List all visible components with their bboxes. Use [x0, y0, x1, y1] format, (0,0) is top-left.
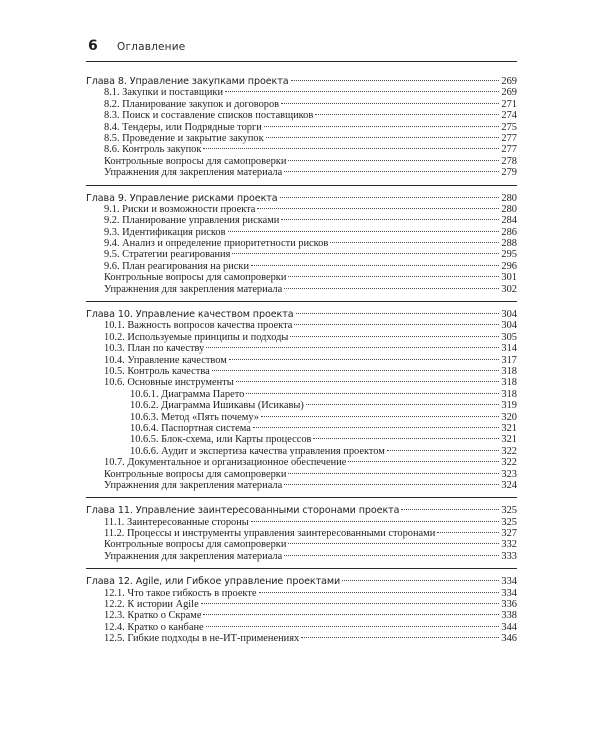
toc-section-label: 9.1. Риски и возможности проекта: [104, 203, 256, 215]
toc-section[interactable]: [86, 122, 517, 133]
toc-section-label: 8.5. Проведение и закрытие закупок: [104, 132, 264, 144]
toc-section-label: 9.5. Стратегии реагирования: [104, 249, 231, 261]
toc-section-label: 12.1. Что такое гибкость в проекте: [104, 587, 257, 599]
toc-section-label: 11.1. Заинтересованные стороны: [104, 516, 249, 528]
dot-leader: [288, 160, 499, 161]
dot-leader: [284, 484, 499, 485]
dot-leader: [284, 288, 499, 289]
toc-section-page-number: 322: [501, 457, 517, 469]
toc-section[interactable]: [86, 480, 517, 491]
dot-leader: [330, 242, 499, 243]
toc-section-page-number: 278: [501, 155, 517, 167]
dot-leader: [203, 614, 499, 615]
dot-leader: [246, 393, 499, 394]
chapter-divider: [86, 185, 517, 186]
dot-leader: [229, 359, 500, 360]
toc-section-label: 12.3. Кратко о Скраме: [104, 610, 202, 622]
toc-section-label: 12.4. Кратко о канбане: [104, 621, 204, 633]
dot-leader: [228, 231, 500, 232]
toc-section-label: 9.6. План реагирования на риски: [104, 260, 250, 272]
toc-section-page-number: 302: [501, 283, 517, 295]
toc-section[interactable]: [86, 156, 517, 167]
toc-section-label: 12.2. К истории Agile: [104, 599, 199, 611]
dot-leader: [342, 580, 499, 581]
dot-leader: [313, 438, 499, 439]
chapter-heading-label: Глава 8. Управление закупками проекта: [86, 76, 289, 87]
toc-section[interactable]: [86, 332, 517, 343]
toc-subsection-label: 10.6.6. Аудит и экспертиза качества управления проектом: [130, 445, 385, 457]
dot-leader: [236, 381, 500, 382]
toc-section[interactable]: [86, 249, 517, 260]
toc-section[interactable]: [86, 469, 517, 480]
dot-leader: [291, 80, 500, 81]
toc-section-page-number: 284: [501, 215, 517, 227]
toc-section-page-number: 336: [501, 599, 517, 611]
dot-leader: [288, 276, 499, 277]
toc-section[interactable]: [86, 133, 517, 144]
toc-section[interactable]: [86, 343, 517, 354]
toc-section-label: 10.3. План по качеству: [104, 343, 205, 355]
chapter-heading-page-number: 280: [501, 192, 517, 204]
dot-leader: [301, 637, 499, 638]
dot-leader: [206, 626, 500, 627]
toc-subsection-page-number: 319: [501, 400, 517, 412]
dot-leader: [296, 313, 500, 314]
dot-leader: [401, 509, 499, 510]
toc-section-page-number: 318: [501, 377, 517, 389]
toc-section-page-number: 325: [501, 516, 517, 528]
toc-section[interactable]: [86, 320, 517, 331]
toc-section[interactable]: [86, 110, 517, 121]
running-title: Оглавление: [117, 41, 186, 53]
dot-leader: [266, 137, 500, 138]
toc-section[interactable]: [86, 588, 517, 599]
toc-section[interactable]: [86, 204, 517, 215]
toc-section-page-number: 332: [501, 539, 517, 551]
toc-section-page-number: 279: [501, 167, 517, 179]
toc-section[interactable]: [86, 551, 517, 562]
toc-chapter: [86, 185, 517, 296]
toc-section[interactable]: [86, 377, 517, 388]
chapter-divider: [86, 497, 517, 498]
chapter-divider: [86, 301, 517, 302]
toc-section-page-number: 323: [501, 468, 517, 480]
toc-section-page-number: 304: [501, 320, 517, 332]
toc-section[interactable]: [86, 261, 517, 272]
toc-section-label: 10.1. Важность вопросов качества проекта: [104, 320, 293, 332]
toc-subsection[interactable]: [86, 412, 517, 423]
toc-section[interactable]: [86, 457, 517, 468]
toc-section[interactable]: [86, 99, 517, 110]
toc-section[interactable]: [86, 599, 517, 610]
toc-subsection[interactable]: [86, 423, 517, 434]
dot-leader: [281, 103, 499, 104]
toc-section-page-number: 274: [501, 110, 517, 122]
toc-section[interactable]: [86, 622, 517, 633]
toc-section-page-number: 296: [501, 260, 517, 272]
toc-section-label: Упражнения для закрепления материала: [104, 550, 283, 562]
dot-leader: [206, 347, 499, 348]
dot-leader: [348, 461, 499, 462]
dot-leader: [203, 148, 499, 149]
chapter-heading-label: Глава 10. Управление качеством проекта: [86, 309, 294, 321]
chapter-divider: [86, 568, 517, 569]
toc-section-page-number: 324: [501, 479, 517, 491]
toc-section-label: Контрольные вопросы для самопроверки: [104, 468, 287, 480]
dot-leader: [284, 555, 499, 556]
toc-section-label: 10.5. Контроль качества: [104, 365, 210, 377]
toc-subsection[interactable]: [86, 446, 517, 457]
toc-subsection-page-number: 321: [501, 422, 517, 434]
toc-section-label: 8.6. Контроль закупок: [104, 144, 202, 156]
dot-leader: [290, 336, 499, 337]
toc-chapter: [86, 568, 517, 644]
toc-section-page-number: 269: [501, 87, 517, 99]
dot-leader: [212, 370, 500, 371]
toc-section-page-number: 271: [501, 98, 517, 110]
dot-leader: [294, 324, 499, 325]
toc-chapter: [86, 497, 517, 562]
toc-section-page-number: 314: [501, 343, 517, 355]
toc-section-label: 9.3. Идентификация рисков: [104, 226, 226, 238]
toc-section-page-number: 305: [501, 331, 517, 343]
dot-leader: [281, 219, 499, 220]
toc-section-page-number: 275: [501, 121, 517, 133]
toc-chapter: [86, 301, 517, 491]
toc-section[interactable]: [86, 284, 517, 295]
toc-chapter: [86, 76, 517, 179]
dot-leader: [264, 126, 500, 127]
toc-section[interactable]: [86, 272, 517, 283]
chapter-heading-page-number: 304: [501, 309, 517, 321]
page-header: [0, 0, 600, 70]
toc-section-label: Контрольные вопросы для самопроверки: [104, 539, 287, 551]
toc-section-page-number: 288: [501, 238, 517, 250]
dot-leader: [225, 91, 499, 92]
dot-leader: [288, 543, 499, 544]
dot-leader: [387, 450, 500, 451]
toc-subsection[interactable]: [86, 400, 517, 411]
toc-section-page-number: 277: [501, 132, 517, 144]
toc-section-label: 12.5. Гибкие подходы в не-ИТ-применениях: [104, 633, 300, 645]
toc-section-label: 9.2. Планирование управления рисками: [104, 215, 280, 227]
dot-leader: [437, 532, 499, 533]
toc-section[interactable]: [86, 539, 517, 550]
toc-section-label: 10.4. Управление качеством: [104, 354, 227, 366]
toc-section-label: Упражнения для закрепления материала: [104, 167, 283, 179]
toc-subsection-label: 10.6.3. Метод «Пять почему»: [130, 411, 259, 423]
dot-leader: [201, 603, 500, 604]
toc-section-page-number: 301: [501, 272, 517, 284]
dot-leader: [253, 427, 500, 428]
toc-section-page-number: 338: [501, 610, 517, 622]
dot-leader: [288, 473, 499, 474]
toc-section-label: 9.4. Анализ и определение приоритетности рисков: [104, 238, 329, 250]
toc-subsection-label: 10.6.5. Блок-схема, или Карты процессов: [130, 434, 312, 446]
toc-section[interactable]: [86, 215, 517, 226]
toc-section-page-number: 318: [501, 365, 517, 377]
toc-section[interactable]: [86, 87, 517, 98]
dot-leader: [315, 114, 499, 115]
chapter-heading[interactable]: [86, 576, 517, 587]
toc-section[interactable]: [86, 144, 517, 155]
toc-section-page-number: 346: [501, 633, 517, 645]
toc-subsection[interactable]: [86, 389, 517, 400]
chapter-heading[interactable]: [86, 505, 517, 516]
chapter-heading-page-number: 269: [501, 76, 517, 87]
toc-section-page-number: 333: [501, 550, 517, 562]
toc-section-label: 8.3. Поиск и составление списков поставщиков: [104, 110, 314, 122]
toc-section-page-number: 317: [501, 354, 517, 366]
toc-section-label: Упражнения для закрепления материала: [104, 283, 283, 295]
toc-section-page-number: 344: [501, 621, 517, 633]
toc-section-label: 8.2. Планирование закупок и договоров: [104, 98, 280, 110]
dot-leader: [251, 265, 499, 266]
toc-section-label: Упражнения для закрепления материала: [104, 479, 283, 491]
header-rule: [86, 61, 517, 62]
toc-subsection-label: 10.6.1. Диаграмма Парето: [130, 388, 245, 400]
chapter-heading[interactable]: [86, 193, 517, 204]
chapter-heading-label: Глава 12. Agile, или Гибкое управление проектами: [86, 576, 341, 588]
chapter-heading[interactable]: [86, 309, 517, 320]
toc-section-page-number: 277: [501, 144, 517, 156]
dot-leader: [259, 592, 500, 593]
dot-leader: [280, 197, 500, 198]
toc-section-label: 8.1. Закупки и поставщики: [104, 87, 224, 99]
toc-subsection-page-number: 321: [501, 434, 517, 446]
dot-leader: [261, 416, 499, 417]
toc-section-label: Контрольные вопросы для самопроверки: [104, 155, 287, 167]
chapter-heading-page-number: 334: [501, 576, 517, 588]
toc-section-page-number: 295: [501, 249, 517, 261]
dot-leader: [284, 171, 499, 172]
chapter-heading-label: Глава 9. Управление рисками проекта: [86, 192, 278, 204]
chapter-heading-label: Глава 11. Управление заинтересованными сторонами проекта: [86, 505, 400, 517]
toc-section[interactable]: [86, 528, 517, 539]
toc-section[interactable]: [86, 517, 517, 528]
toc-section-page-number: 286: [501, 226, 517, 238]
toc-section[interactable]: [86, 227, 517, 238]
toc-section-page-number: 327: [501, 528, 517, 540]
toc-section[interactable]: [86, 238, 517, 249]
toc-section[interactable]: [86, 167, 517, 178]
toc-section[interactable]: [86, 355, 517, 366]
dot-leader: [251, 521, 500, 522]
dot-leader: [232, 253, 499, 254]
toc-subsection-page-number: 320: [501, 411, 517, 423]
toc-subsection-label: 10.6.2. Диаграмма Ишикавы (Исикавы): [130, 400, 304, 412]
chapter-heading-page-number: 325: [501, 505, 517, 517]
dot-leader: [306, 404, 500, 405]
toc-section-label: 10.6. Основные инструменты: [104, 377, 234, 389]
toc-section-label: Контрольные вопросы для самопроверки: [104, 272, 287, 284]
toc-section-label: 8.4. Тендеры, или Подрядные торги: [104, 121, 262, 133]
toc-section[interactable]: [86, 366, 517, 377]
toc-subsection-label: 10.6.4. Паспортная система: [130, 422, 251, 434]
toc-section-label: 10.7. Документальное и организационное обеспечение: [104, 457, 347, 469]
chapter-heading[interactable]: [86, 76, 517, 87]
toc-section[interactable]: [86, 633, 517, 644]
toc-subsection[interactable]: [86, 434, 517, 445]
toc-section-page-number: 334: [501, 587, 517, 599]
toc-subsection-page-number: 318: [501, 388, 517, 400]
toc-section[interactable]: [86, 610, 517, 621]
toc-section-label: 10.2. Используемые принципы и подходы: [104, 331, 289, 343]
dot-leader: [257, 208, 499, 209]
page-number: 6: [88, 38, 98, 54]
toc-section-page-number: 280: [501, 203, 517, 215]
toc-subsection-page-number: 322: [501, 445, 517, 457]
toc-section-label: 11.2. Процессы и инструменты управления заинтересованными сторонами: [104, 528, 436, 540]
table-of-contents: [86, 76, 517, 645]
